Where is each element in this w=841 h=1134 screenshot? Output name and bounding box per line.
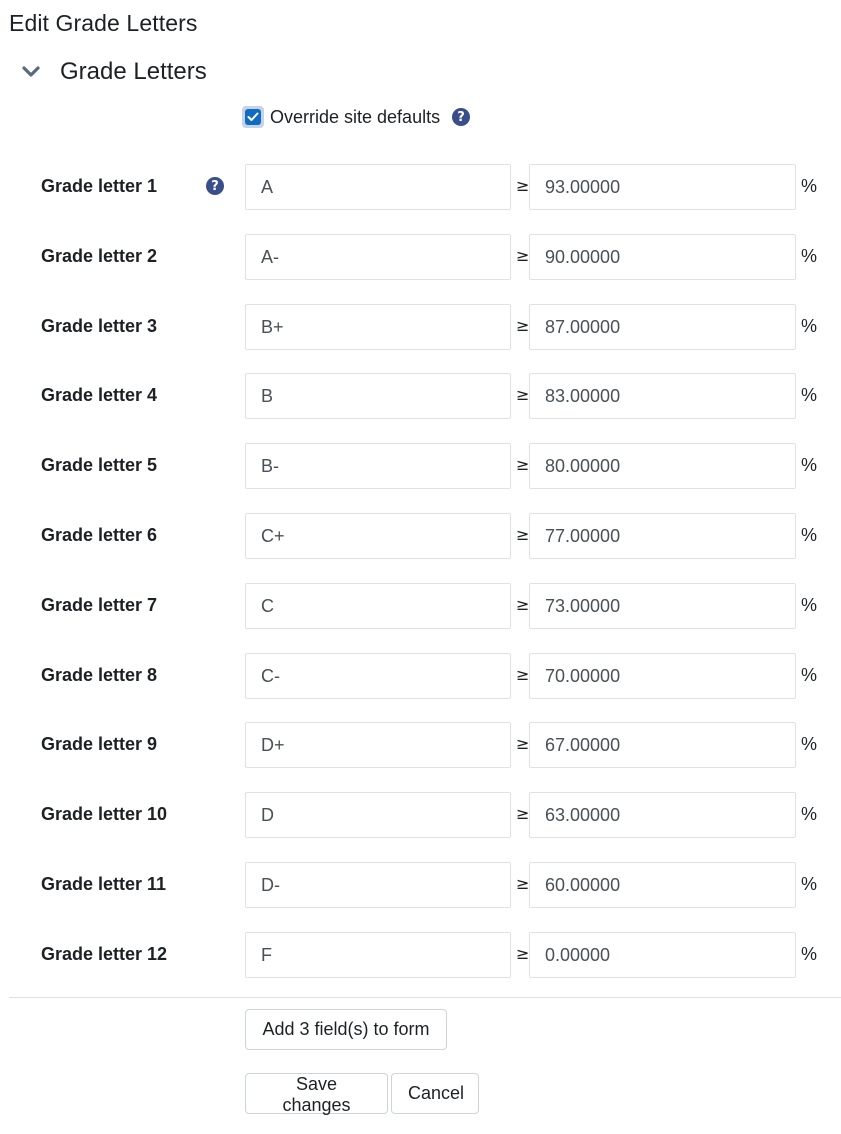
grade-letter-label: Grade letter 3 [41,316,158,336]
grade-row [0,792,841,838]
greater-equal-symbol: ≥ [516,874,530,893]
greater-equal-symbol: ≥ [516,734,530,753]
override-row [242,106,470,128]
grade-boundary-input[interactable] [529,653,796,699]
grade-row [0,653,841,699]
percent-symbol: % [801,316,818,336]
greater-equal-symbol: ≥ [516,176,530,195]
section-header[interactable] [20,58,207,86]
percent-symbol: % [801,874,818,894]
grade-boundary-input[interactable] [529,443,796,489]
grade-letter-label: Grade letter 5 [41,455,158,475]
greater-equal-symbol: ≥ [516,385,530,404]
grade-row [0,443,841,489]
grade-letter-input[interactable] [245,304,511,350]
grade-row [0,234,841,280]
divider [9,997,841,998]
grade-letter-label: Grade letter 12 [41,944,168,964]
grade-letter-input[interactable] [245,234,511,280]
grade-row [0,932,841,978]
grade-boundary-input[interactable] [529,792,796,838]
grade-letter-input[interactable] [245,722,511,768]
chevron-down-icon[interactable] [20,61,42,83]
grade-letter-input[interactable] [245,792,511,838]
grade-letter-label: Grade letter 2 [41,246,158,266]
grade-letter-label: Grade letter 10 [41,804,168,824]
checkmark-icon [245,109,261,125]
grade-letter-input[interactable] [245,862,511,908]
percent-symbol: % [801,385,818,405]
grade-row [0,164,841,210]
greater-equal-symbol: ≥ [516,455,530,474]
grade-boundary-input[interactable] [529,373,796,419]
grade-boundary-input[interactable] [529,304,796,350]
grade-letter-input[interactable] [245,932,511,978]
page-title: Edit Grade Letters [9,10,198,36]
percent-symbol: % [801,665,818,685]
question-circle-icon[interactable]: ? [206,177,224,195]
grade-boundary-input[interactable] [529,932,796,978]
grade-row [0,722,841,768]
grade-row [0,513,841,559]
question-circle-icon[interactable]: ? [452,108,470,126]
grade-boundary-input[interactable] [529,234,796,280]
percent-symbol: % [801,734,818,754]
override-label: Override site defaults [270,106,441,127]
greater-equal-symbol: ≥ [516,944,530,963]
greater-equal-symbol: ≥ [516,246,530,265]
greater-equal-symbol: ≥ [516,665,530,684]
percent-symbol: % [801,804,818,824]
grade-boundary-input[interactable] [529,513,796,559]
grade-letter-label: Grade letter 7 [41,595,158,615]
grade-row [0,304,841,350]
percent-symbol: % [801,595,818,615]
grade-boundary-input[interactable] [529,583,796,629]
percent-symbol: % [801,944,818,964]
percent-symbol: % [801,455,818,475]
cancel-button[interactable]: Cancel [391,1073,479,1114]
grade-letter-label: Grade letter 6 [41,525,158,545]
grade-boundary-input[interactable] [529,862,796,908]
save-changes-button[interactable]: Save changes [245,1073,388,1114]
greater-equal-symbol: ≥ [516,595,530,614]
grade-boundary-input[interactable] [529,722,796,768]
grade-letter-input[interactable] [245,653,511,699]
grade-row [0,583,841,629]
grade-letter-input[interactable] [245,164,511,210]
grade-letter-label: Grade letter 1 [41,176,158,196]
grade-boundary-input[interactable] [529,164,796,210]
grade-letter-input[interactable] [245,443,511,489]
greater-equal-symbol: ≥ [516,316,530,335]
grade-letter-label: Grade letter 4 [41,385,158,405]
grade-letter-input[interactable] [245,373,511,419]
percent-symbol: % [801,525,818,545]
section-title: Grade Letters [60,58,207,85]
grade-letter-label: Grade letter 8 [41,665,158,685]
percent-symbol: % [801,176,818,196]
add-fields-button[interactable]: Add 3 field(s) to form [245,1009,447,1050]
percent-symbol: % [801,246,818,266]
grade-row [0,373,841,419]
override-checkbox[interactable] [242,106,264,128]
grade-letter-label: Grade letter 11 [41,874,167,894]
greater-equal-symbol: ≥ [516,525,530,544]
grade-letter-input[interactable] [245,583,511,629]
greater-equal-symbol: ≥ [516,804,530,823]
grade-letter-input[interactable] [245,513,511,559]
grade-row [0,862,841,908]
grade-letter-label: Grade letter 9 [41,734,158,754]
